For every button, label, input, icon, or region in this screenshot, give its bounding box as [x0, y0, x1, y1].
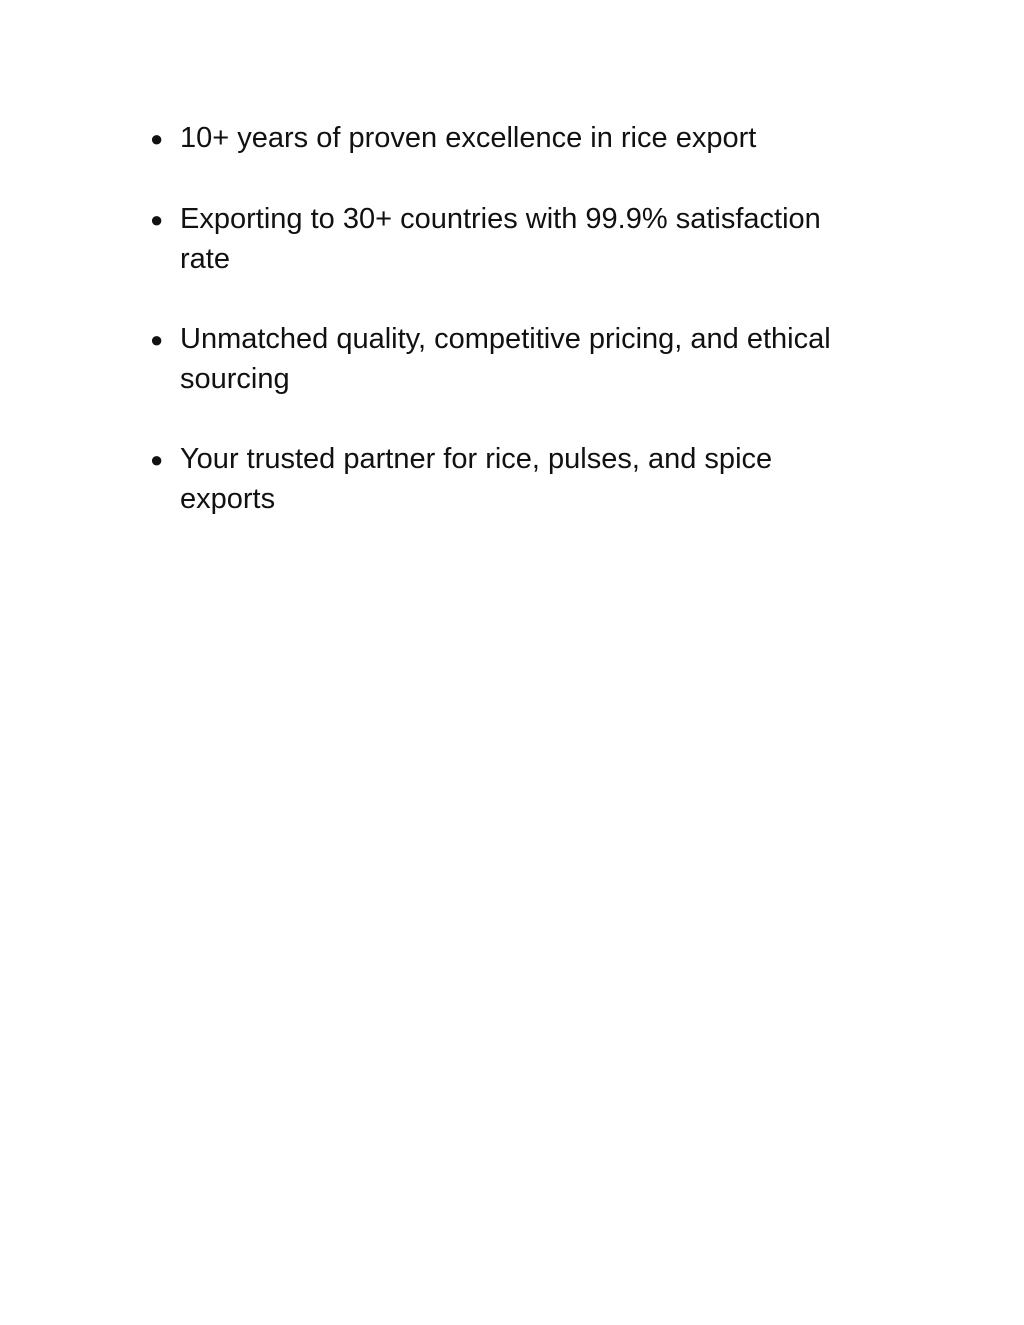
list-item [150, 439, 910, 519]
bullet-text: 10+ years of proven excellence in rice export [180, 122, 757, 154]
bullet-text: Your trusted partner for rice, pulses, and spice exports [180, 443, 773, 515]
bullet-marker: ● [150, 447, 164, 472]
bullet-marker: ● [150, 327, 164, 352]
list-item [150, 199, 910, 279]
bullet-marker: ● [150, 207, 164, 232]
bullet-text: Unmatched quality, competitive pricing, and ethical sourcing [180, 323, 831, 395]
bullet-list [150, 118, 910, 559]
bullet-marker: ● [150, 126, 164, 151]
list-item [150, 319, 910, 399]
list-item [150, 118, 910, 159]
bullet-text: Exporting to 30+ countries with 99.9% satisfaction rate [180, 203, 821, 275]
